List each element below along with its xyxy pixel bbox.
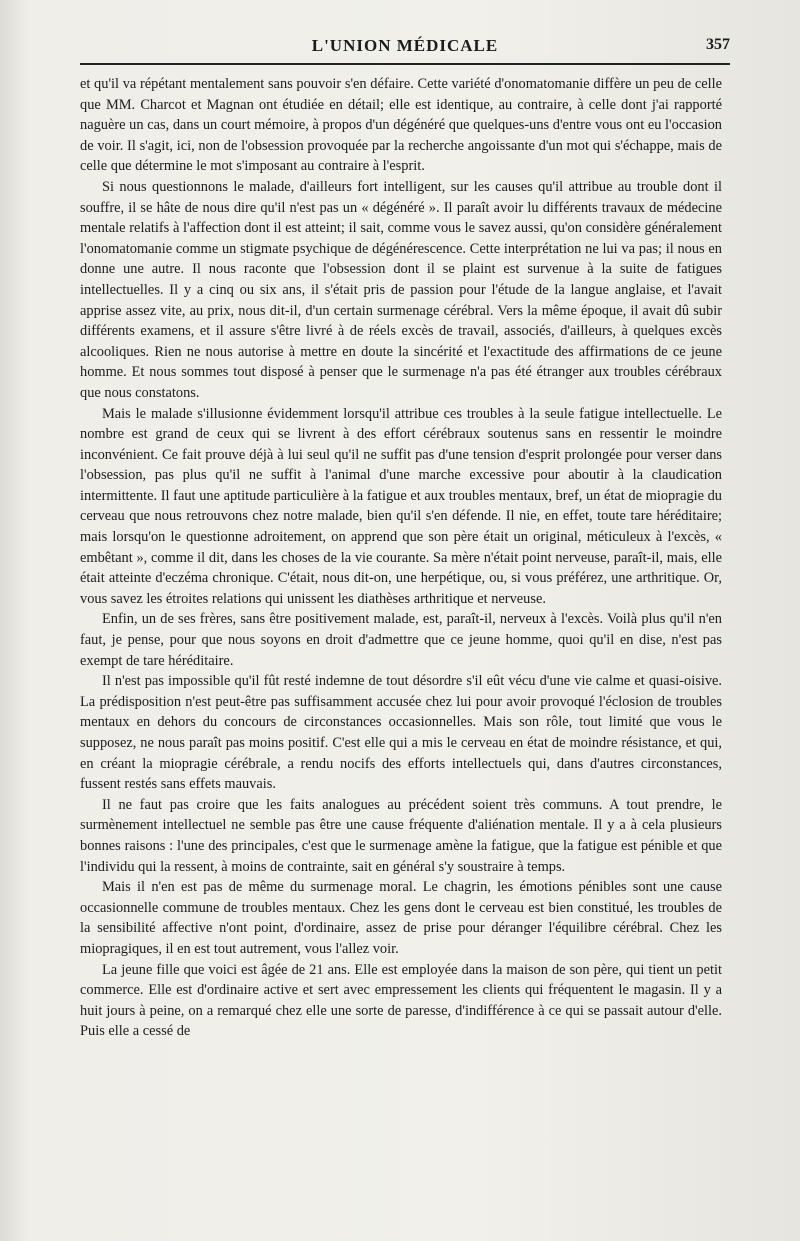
paragraph: Il ne faut pas croire que les faits analogues au précédent soient très communs. A tout prendre, le surmènement intellectuel ne semble pas être une cause fréquente d'aliénation mentale. Il y a à cela plusieurs bonnes raisons : l'une des principales, c'est que le surmenage amène la fatigue, que la fatigue est pénible et que l'individu qui la ressent, à moins de contrainte, sait en général s'y soustraire à temps. [80,796,722,875]
paragraph: Enfin, un de ses frères, sans être positivement malade, est, paraît-il, nerveux à l'excès. Voilà plus qu'il n'en faut, je pense, pour que nous soyons en droit d'admettre que ce jeune homme, quoi qu'il en dise, n'est pas exempt de tare héréditaire. [80,611,722,669]
paragraph: Mais il n'en est pas de même du surmenage moral. Le chagrin, les émotions pénibles sont une cause occasionnelle commune de troubles mentaux. Chez les gens dont le cerveau est bien constitué, les troubles de la sensibilité affective n'ont point, d'ordinaire, assez de prise pour déranger l'équilibre cérébral. Chez les miopragiques, il en est tout autrement, vous l'allez voir. [80,879,722,957]
paragraph: et qu'il va répétant mentalement sans pouvoir s'en défaire. Cette variété d'onomatomanie diffère un peu de celle que MM. Charcot et Magnan ont étudiée en détail; elle est identique, au contraire, à celle dont j'ai rapporté naguère un cas, dans un court mémoire, à propos d'un dégénéré que quelques-uns d'entre vous ont eu l'occasion de voir. Il s'agit, ici, non de l'obsession provoquée par la recherche angoissante d'un mot qui s'échappe, mais de celle que détermine le mot s'imposant au contraire à l'esprit. [80,76,722,175]
body-text [80,74,722,1042]
paragraph: Si nous questionnons le malade, d'ailleurs fort intelligent, sur les causes qu'il attribue au trouble dont il souffre, il se hâte de nous dire qu'il n'est pas un « dégénéré ». Il paraît avoir lu différents travaux de médecine mentale relatifs à l'affection dont il est atteint; il sait, comme vous le savez aussi, qu'on considère généralement l'onomatomanie comme un stigmate psychique de dégénérescence. Cette interprétation ne lui va pas; il nous en donne une autre. Il nous raconte que l'obsession dont il se plaint est survenue à la suite de fatigues intellectuelles. Il y a cinq ou six ans, il s'était pris de passion pour l'étude de la langue anglaise, et l'avait apprise assez vite, au prix, nous dit-il, d'un certain surmenage cérébral. Vers la même époque, il avait dû subir différents examens, et il assure s'être livré à de réels excès de travail, associés, d'ailleurs, à quelques excès alcooliques. Rien ne nous autorise à mettre en doute la sincérité et l'exactitude des affirmations de ce jeune homme. Et nous sommes tout disposé à penser que le surmenage n'a pas été étranger aux troubles cérébraux que nous constatons. [80,178,722,401]
paragraph: La jeune fille que voici est âgée de 21 ans. Elle est employée dans la maison de son père, qui tient un petit commerce. Elle est d'ordinaire active et sert avec empressement les clients qui fréquentent le magasin. Il y a huit jours à peine, on a remarqué chez elle une sorte de paresse, d'indifférence à ce qui se passait autour d'elle. Puis elle a cessé de [80,961,722,1040]
running-title: L'UNION MÉDICALE [311,36,499,55]
paragraph: Il n'est pas impossible qu'il fût resté indemne de tout désordre s'il eût vécu d'une vie calme et quasi-oisive. La prédisposition n'est peut-être pas suffisamment accusée chez lui pour avoir provoqué l'éclosion de troubles mentaux en dehors du concours de circonstances occasionnelles. Mais son rôle, tout limité que vous le supposez, ne nous paraît pas moins positif. C'est elle qui a mis le cerveau en état de moindre résistance, et qui, en créant la miopragie cérébrale, a rendu nocifs des efforts intellectuels qui, dans d'autres circonstances, fussent restés sans effets mauvais. [80,673,722,793]
paragraph: Mais le malade s'illusionne évidemment lorsqu'il attribue ces troubles à la seule fatigue intellectuelle. Le nombre est grand de ceux qui se livrent à des effort cérébraux soutenus sans en ressentir le moindre inconvénient. Ce fait prouve déjà à lui seul qu'il ne suffit pas d'une tension d'esprit prolongée pour verser dans l'obsession, pas plus qu'il ne suffit à l'animal d'une marche excessive pour aboutir à la claudication intermittente. Il faut une aptitude particulière à la fatigue et aux troubles mentaux, bref, un état de miopragie du cerveau que nous retrouvons chez notre malade, bien qu'il s'en défende. Il nie, en effet, toute tare héréditaire; mais lorsqu'on le questionne adroitement, on apprend que son père était un original, méticuleux à l'excès, « embêtant », comme il dit, dans les choses de la vie courante. Sa mère n'était point nerveuse, paraît-il, mais, elle était atteinte d'eczéma chronique. C'était, nous dit-on, une herpétique, ou, si vous préférez, une arthritique. Or, vous savez les étroites relations qui unissent les diathèses arthritique et nerveuse. [80,405,722,607]
page-header [80,36,730,62]
header-rule [80,63,730,65]
page-number: 357 [706,36,730,53]
